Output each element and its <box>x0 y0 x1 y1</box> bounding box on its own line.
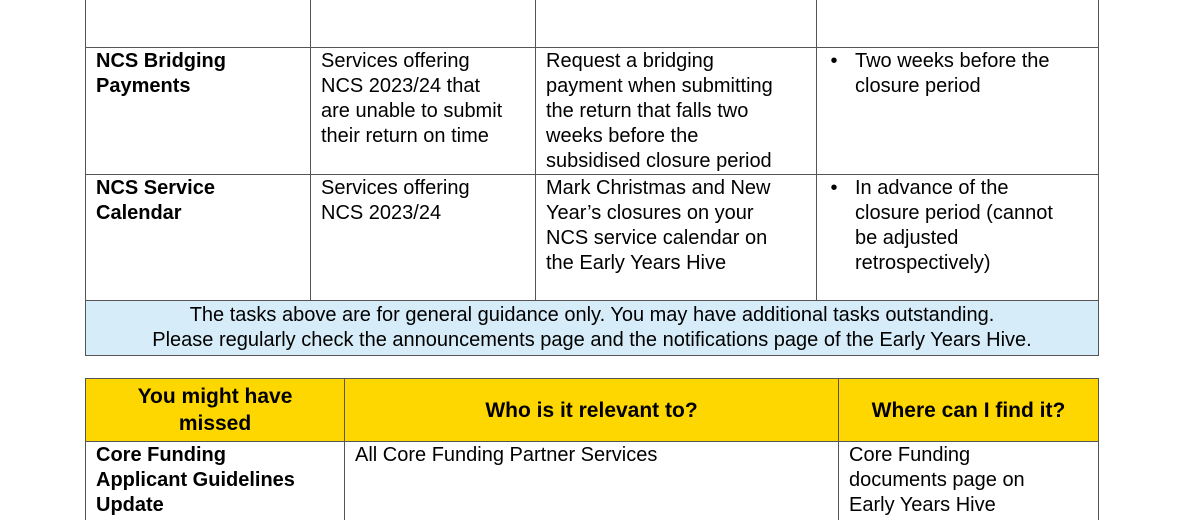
guidance-notice <box>86 301 1099 356</box>
task-name-line: NCS Service <box>96 177 215 199</box>
table-row <box>86 301 1099 356</box>
task-name-line: Payments <box>96 75 191 97</box>
table-row <box>86 175 1099 301</box>
who-cell <box>311 48 536 175</box>
where-line: Early Years Hive <box>849 494 996 516</box>
bullet-list <box>827 49 1088 99</box>
when-line: • In advance of the <box>855 177 1009 199</box>
where-line: documents page on <box>849 469 1025 491</box>
header-who-relevant: Who is it relevant to? <box>345 379 839 442</box>
table-cell <box>86 0 311 48</box>
notice-line: The tasks above are for general guidance only. You may have additional tasks outstanding. <box>189 304 995 326</box>
action-line: the return that falls two <box>546 100 749 122</box>
task-name-line: NCS Bridging <box>96 50 226 72</box>
task-name-line: Calendar <box>96 202 182 224</box>
task-name-cell <box>86 48 311 175</box>
where-line: Core Funding <box>849 444 971 466</box>
item-line: Applicant Guidelines <box>96 469 295 491</box>
tasks-table <box>85 0 1099 356</box>
header-where-find: Where can I find it? <box>839 379 1099 442</box>
list-item <box>855 176 1088 276</box>
relevant-cell: All Core Funding Partner Services <box>345 442 839 520</box>
header-line: missed <box>178 412 252 435</box>
action-cell <box>536 175 817 301</box>
item-line: Core Funding <box>96 444 226 466</box>
header-line: You might have <box>137 385 293 408</box>
action-line: Request a bridging <box>546 50 714 72</box>
action-line: NCS service calendar on <box>546 227 768 249</box>
action-line: Mark Christmas and New <box>546 177 771 199</box>
when-cell <box>817 175 1099 301</box>
who-cell <box>311 175 536 301</box>
when-line: • Two weeks before the <box>855 50 1050 72</box>
who-line: NCS 2023/24 <box>321 202 442 224</box>
when-line: be adjusted <box>855 227 959 249</box>
action-line: payment when submitting <box>546 75 773 97</box>
when-line: closure period <box>855 75 981 97</box>
when-line: retrospectively) <box>855 252 991 274</box>
who-line: their return on time <box>321 125 489 147</box>
table-row <box>86 442 1099 520</box>
item-line: Update <box>96 494 164 516</box>
who-line: NCS 2023/24 that <box>321 75 480 97</box>
when-line: closure period (cannot <box>855 202 1053 224</box>
table-cell <box>817 0 1099 48</box>
who-line: Services offering <box>321 177 470 199</box>
task-name-cell <box>86 175 311 301</box>
table-cell <box>536 0 817 48</box>
missed-item-cell <box>86 442 345 520</box>
header-you-might-have-missed <box>86 379 345 442</box>
action-line: Year’s closures on your <box>546 202 754 224</box>
who-line: are unable to submit <box>321 100 503 122</box>
table-header-row <box>86 379 1099 442</box>
table-cell <box>311 0 536 48</box>
list-item <box>855 49 1088 99</box>
notice-line: Please regularly check the announcements page and the notifications page of the Early Years Hive. <box>152 329 1032 351</box>
when-cell <box>817 48 1099 175</box>
action-line: weeks before the <box>546 125 699 147</box>
action-line: subsidised closure period <box>546 150 772 172</box>
action-line: the Early Years Hive <box>546 252 727 274</box>
where-cell <box>839 442 1099 520</box>
who-line: Services offering <box>321 50 470 72</box>
table-row <box>86 48 1099 175</box>
missed-items-table <box>85 378 1099 520</box>
action-cell <box>536 48 817 175</box>
table-row <box>86 0 1099 48</box>
bullet-list <box>827 176 1088 276</box>
